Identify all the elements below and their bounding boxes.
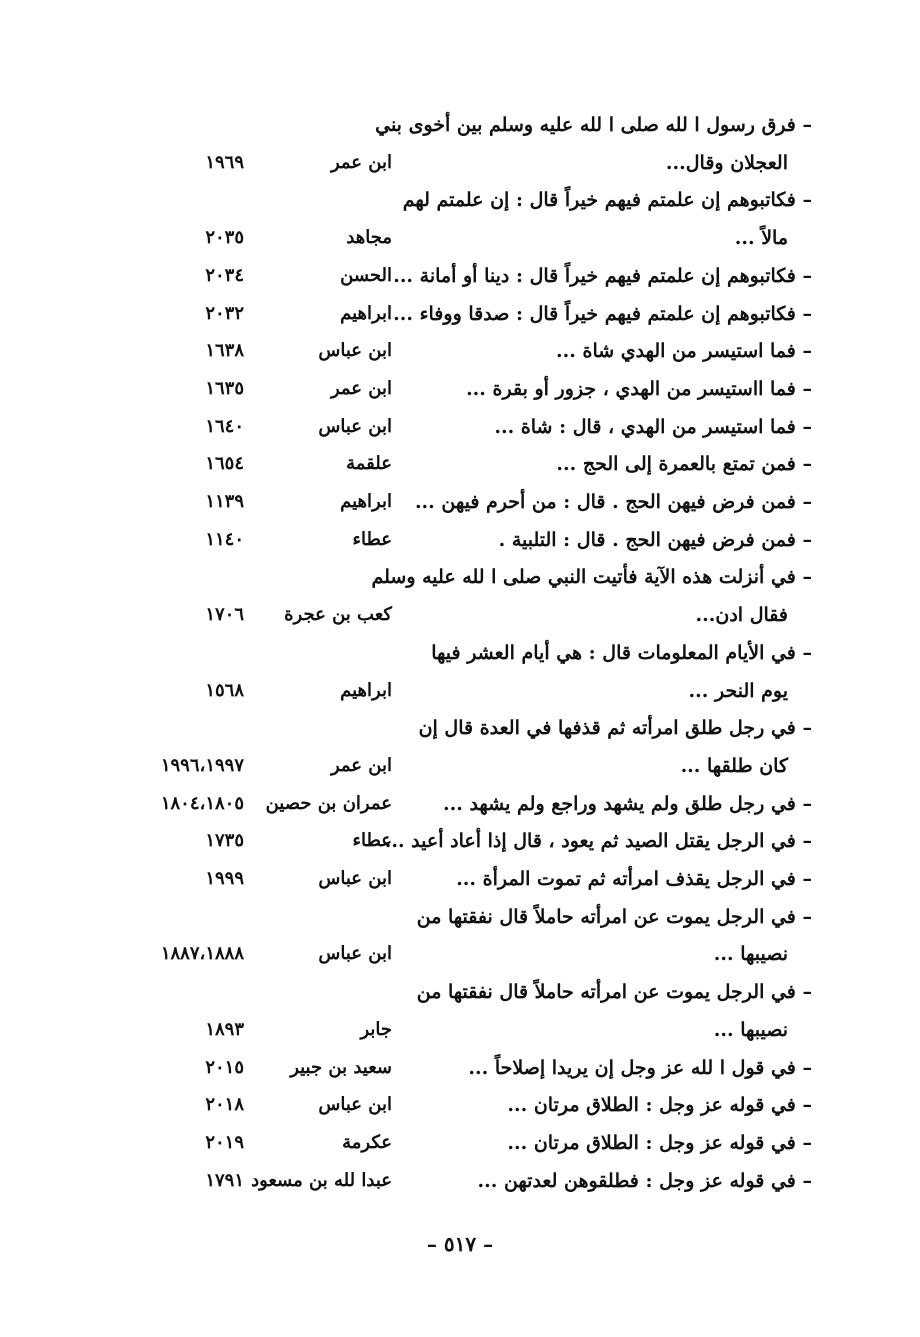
entry-text: يوم النحر ... xyxy=(688,680,788,702)
narrator-name: جابر xyxy=(360,1019,392,1040)
hadith-number: ١٨٨٧،١٨٨٨ xyxy=(160,943,244,964)
narrator-name: عكرمة xyxy=(342,1132,392,1153)
entry-line xyxy=(0,709,920,747)
hadith-number: ١٦٣٥ xyxy=(205,378,244,399)
entry-line xyxy=(0,370,920,408)
entry-text: – فكاتبوهم إن علمتم فيهم خيراً قال : دينا أو أمانة ... xyxy=(393,265,812,287)
narrator-name: ابن عمر xyxy=(330,378,392,399)
hadith-number: ٢٠١٩ xyxy=(205,1132,244,1153)
entry-text: – فمن تمتع بالعمرة إلى الحج ... xyxy=(556,453,812,475)
entry-text: – فرق رسول ا لله صلى ا لله عليه وسلم بين أخوى بني xyxy=(375,114,812,136)
hadith-number: ١٧٠٦ xyxy=(205,604,244,625)
hadith-number: ١٥٦٨ xyxy=(205,680,244,701)
hadith-number: ١٩٩٩ xyxy=(205,868,244,889)
entry-line xyxy=(0,1049,920,1087)
entry-text: – في قوله عز وجل : الطلاق مرتان ... xyxy=(507,1132,812,1154)
entry-text: – في رجل طلق امرأته ثم قذفها في العدة قال إن xyxy=(418,717,812,739)
entry-line xyxy=(0,295,920,333)
entry-text: – في قوله عز وجل : فطلقوهن لعدتهن ... xyxy=(477,1170,812,1192)
entry-line xyxy=(0,483,920,521)
entry-line xyxy=(0,106,920,144)
hadith-number: ٢٠١٥ xyxy=(205,1057,244,1078)
entry-text: – فكاتبوهم إن علمتم فيهم خيراً قال : صدقا ووفاء ... xyxy=(393,303,812,325)
narrator-name: عطاء xyxy=(352,529,392,550)
entry-line xyxy=(0,219,920,257)
entry-line xyxy=(0,898,920,936)
narrator-name: كعب بن عجرة xyxy=(284,604,392,625)
entry-text: – في قوله عز وجل : الطلاق مرتان ... xyxy=(507,1094,812,1116)
hadith-number: ١٦٤٠ xyxy=(205,416,244,437)
hadith-number: ٢٠٣٢ xyxy=(205,303,244,324)
narrator-name: ابن عمر xyxy=(330,152,392,173)
narrator-name: سعيد بن جبير xyxy=(290,1057,392,1078)
hadith-number: ١٩٦٩ xyxy=(205,152,244,173)
entry-line xyxy=(0,973,920,1011)
hadith-number: ١١٣٩ xyxy=(205,491,244,512)
entry-line xyxy=(0,1011,920,1049)
narrator-name: مجاهد xyxy=(346,227,392,248)
entry-text: – فما استيسر من الهدي شاة ... xyxy=(556,340,812,362)
entry-text: – في الرجل يموت عن امرأته حاملاً قال نفقتها من xyxy=(416,981,812,1003)
entry-line xyxy=(0,822,920,860)
hadith-number: ١١٤٠ xyxy=(205,529,244,550)
narrator-name: ابن عباس xyxy=(318,868,392,889)
entry-line xyxy=(0,332,920,370)
hadith-number: ١٨٩٣ xyxy=(205,1019,244,1040)
narrator-name: ابن عباس xyxy=(318,340,392,361)
entry-text: – في الرجل يقذف امرأته ثم تموت المرأة ... xyxy=(456,868,812,890)
entry-line xyxy=(0,144,920,182)
narrator-name: ابراهيم xyxy=(340,680,392,701)
entry-text: – فكاتبوهم إن علمتم فيهم خيراً قال : إن علمتم لهم xyxy=(402,189,812,211)
entry-line xyxy=(0,445,920,483)
entry-line xyxy=(0,634,920,672)
entry-line xyxy=(0,181,920,219)
entry-text: كان طلقها ... xyxy=(680,755,788,777)
entry-text: – في أنزلت هذه الآية فأتيت النبي صلى ا لله عليه وسلم xyxy=(371,566,812,588)
entry-text: – فما ااستيسر من الهدي ، جزور أو بقرة ... xyxy=(466,378,812,400)
entry-line xyxy=(0,257,920,295)
entry-text: فقال ادن... xyxy=(695,604,788,626)
entry-line xyxy=(0,860,920,898)
entry-line xyxy=(0,935,920,973)
entry-line xyxy=(0,558,920,596)
entry-line xyxy=(0,1086,920,1124)
hadith-number: ٢٠١٨ xyxy=(205,1094,244,1115)
entry-line xyxy=(0,408,920,446)
entry-line xyxy=(0,1124,920,1162)
entry-line xyxy=(0,1162,920,1200)
entry-text: نصيبها ... xyxy=(713,1019,788,1041)
narrator-name: ابن عباس xyxy=(318,1094,392,1115)
page-number: – ٥١٧ – xyxy=(426,1232,494,1256)
entry-text: – في الرجل يموت عن امرأته حاملاً قال نفقتها من xyxy=(416,906,812,928)
entry-text: – فمن فرض فيهن الحج . قال : من أحرم فيهن ... xyxy=(414,491,812,513)
hadith-number: ١٦٣٨ xyxy=(205,340,244,361)
narrator-name: ابن عمر xyxy=(330,755,392,776)
entry-text: نصيبها ... xyxy=(713,943,788,965)
entry-text: – في الأيام المعلومات قال : هي أيام العشر فيها xyxy=(431,642,812,664)
entry-text: – في رجل طلق ولم يشهد وراجع ولم يشهد ... xyxy=(442,793,812,815)
hadith-number: ١٧٩١ xyxy=(205,1170,244,1191)
narrator-name: علقمة xyxy=(346,453,392,474)
entry-text: – في قول ا لله عز وجل إن يريدا إصلاحاً ... xyxy=(468,1057,812,1079)
hadith-number: ٢٠٣٤ xyxy=(205,265,244,286)
narrator-name: عمران بن حصين xyxy=(265,793,392,814)
entry-text: – في الرجل يقتل الصيد ثم يعود ، قال إذا أعاد أعيد ... xyxy=(384,830,812,852)
entry-line xyxy=(0,785,920,823)
narrator-name: ابراهيم xyxy=(340,491,392,512)
entry-text: – فمن فرض فيهن الحج . قال : التلبية . xyxy=(498,529,812,551)
entry-line xyxy=(0,521,920,559)
hadith-number: ٢٠٣٥ xyxy=(205,227,244,248)
narrator-name: عطاء xyxy=(352,830,392,851)
hadith-number: ١٧٣٥ xyxy=(205,830,244,851)
hadith-number: ١٦٥٤ xyxy=(205,453,244,474)
entry-text: – فما استيسر من الهدي ، قال : شاة ... xyxy=(494,416,812,438)
entry-text: العجلان وقال... xyxy=(665,152,788,174)
narrator-name: ابراهيم xyxy=(340,303,392,324)
entry-line xyxy=(0,747,920,785)
entry-text: مالاً ... xyxy=(734,227,788,249)
narrator-name: الحسن xyxy=(340,265,392,286)
hadith-number: ١٨٠٤،١٨٠٥ xyxy=(160,793,244,814)
narrator-name: عبدا لله بن مسعود xyxy=(251,1170,392,1191)
entry-line xyxy=(0,672,920,710)
narrator-name: ابن عباس xyxy=(318,943,392,964)
entry-line xyxy=(0,596,920,634)
narrator-name: ابن عباس xyxy=(318,416,392,437)
hadith-number: ١٩٩٦،١٩٩٧ xyxy=(160,755,244,776)
